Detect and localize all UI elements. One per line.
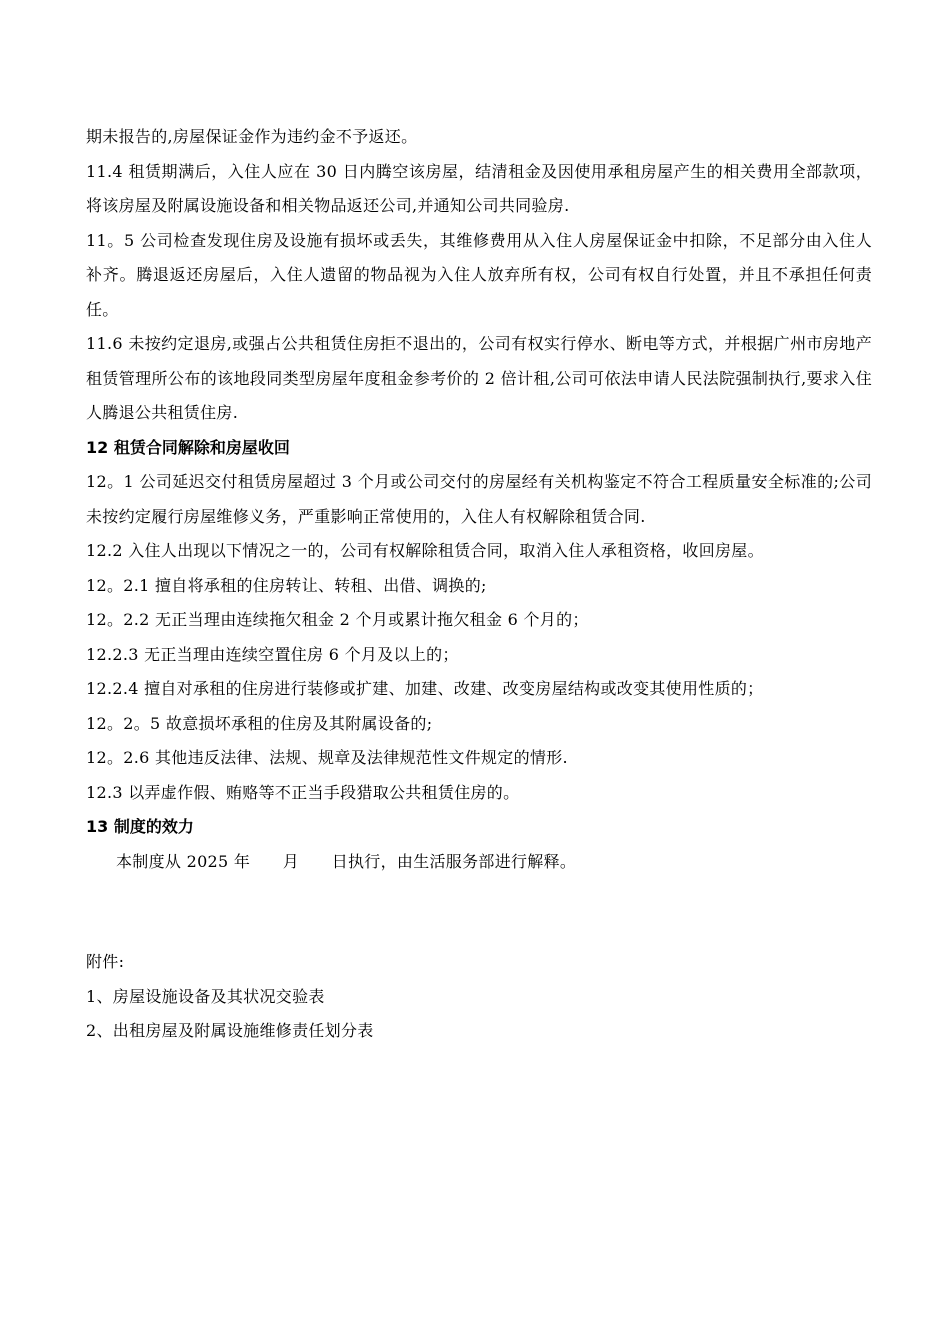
clause-13-effect: 本制度从 2025 年 月 日执行，由生活服务部进行解释。 <box>116 851 577 871</box>
spacer <box>86 879 872 945</box>
clause-12-2: 12.2 入住人出现以下情况之一的，公司有权解除租赁合同，取消入住人承租资格，收回房屋。 <box>86 541 764 560</box>
attachments-label: 附件: <box>86 952 125 971</box>
clause-11-4: 11.4 租赁期满后，入住人应在 30 日内腾空该房屋，结清租金及因使用承租房屋产生的相关费用全部款项，将该房屋及附属设施设备和相关物品返还公司,并通知公司共同验房. <box>86 161 872 215</box>
clause-12-1: 12。1 公司延迟交付租赁房屋超过 3 个月或公司交付的房屋经有关机构鉴定不符合工程质量安全标准的;公司未按约定履行房屋维修义务，严重影响正常使用的，入住人有权解除租赁合同. <box>86 472 872 526</box>
clause-12-2-2: 12。2.2 无正当理由连续拖欠租金 2 个月或累计拖欠租金 6 个月的； <box>86 610 589 629</box>
attachment-item-2: 2、出租房屋及附属设施维修责任划分表 <box>86 1021 374 1040</box>
text-line: 期未报告的,房屋保证金作为违约金不予返还。 <box>86 127 418 146</box>
section-heading-13: 13 制度的效力 <box>86 817 194 836</box>
clause-12-2-4: 12.2.4 擅自对承租的住房进行装修或扩建、加建、改建、改变房屋结构或改变其使用性质的； <box>86 679 764 698</box>
clause-12-2-6: 12。2.6 其他违反法律、法规、规章及法律规范性文件规定的情形. <box>86 748 568 767</box>
section-heading-12: 12 租赁合同解除和房屋收回 <box>86 437 290 457</box>
clause-11-6: 11.6 未按约定退房,或强占公共租赁住房拒不退出的，公司有权实行停水、断电等方式，并根据广州市房地产租赁管理所公布的该地段同类型房屋年度租金参考价的 2 倍计租,公司可依法申请人民法院强制执行,要求入住人腾退公共租赁住房. <box>86 334 872 422</box>
attachment-item-1: 1、房屋设施设备及其状况交验表 <box>86 986 325 1006</box>
clause-12-3: 12.3 以弄虚作假、贿赂等不正当手段猎取公共租赁住房的。 <box>86 782 520 802</box>
clause-11-5: 11。5 公司检查发现住房及设施有损坏或丢失，其维修费用从入住人房屋保证金中扣除，不足部分由入住人补齐。腾退返还房屋后，入住人遗留的物品视为入住人放弃所有权，公司有权自行处置，并且不承担任何责任。 <box>86 230 872 319</box>
clause-12-2-3: 12.2.3 无正当理由连续空置住房 6 个月及以上的； <box>86 644 459 664</box>
clause-12-2-1: 12。2.1 擅自将承租的住房转让、转租、出借、调换的; <box>86 575 487 595</box>
document-page <box>86 120 872 1049</box>
clause-12-2-5: 12。2。5 故意损坏承租的住房及其附属设备的; <box>86 713 433 733</box>
